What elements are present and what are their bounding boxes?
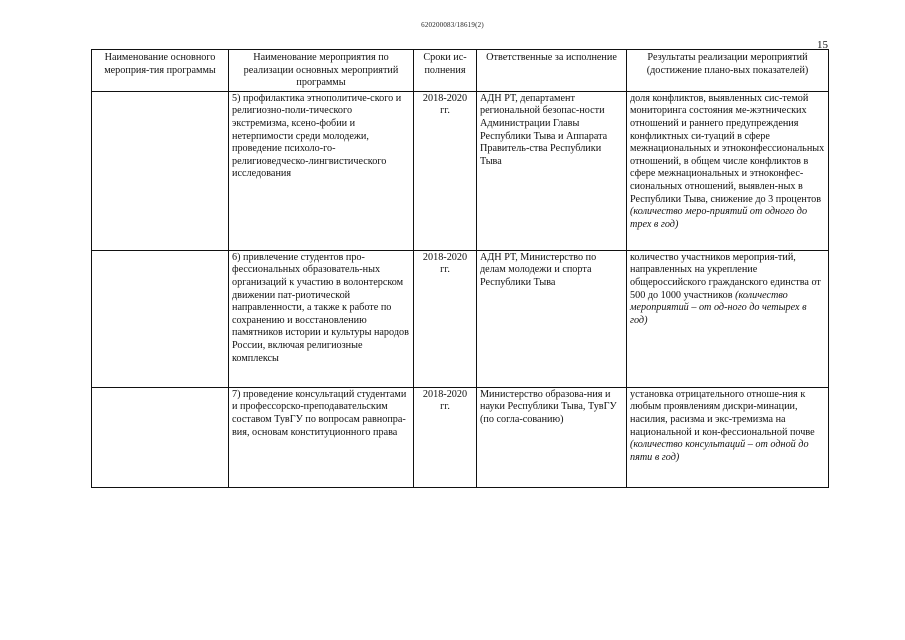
cell-action: 5) профилактика этнополитиче-ского и религиозно-поли-тического экстремизма, ксено-фобии и нетерпимости среди молодежи, проведение психоло-го-религиоведческо-лингвистического исследования <box>229 91 414 250</box>
result-note: (количество меро-приятий от одного до трех в год) <box>630 206 808 230</box>
result-note: (количество консультаций – от одной до пяти в год) <box>630 439 809 463</box>
cell-deadline: 2018-2020 гг. <box>414 91 477 250</box>
table-row <box>92 250 829 387</box>
cell-deadline: 2018-2020 гг. <box>414 387 477 487</box>
result-note: (количество мероприятий – от од-ного до четырех в год) <box>630 289 807 326</box>
cell-result <box>627 91 829 250</box>
column-header-main-event: Наименование основного мероприя-тия программы <box>92 50 229 92</box>
column-header-responsible: Ответственные за исполнение <box>477 50 627 92</box>
cell-main-event <box>92 387 229 487</box>
table-row <box>92 387 829 487</box>
table-body <box>92 91 829 487</box>
cell-responsible: Министерство образова-ния и науки Республики Тыва, ТувГУ (по согла-сованию) <box>477 387 627 487</box>
result-text: количество участников мероприя-тий, направленных на укрепление общероссийского гражданского единства от 500 до 1000 участников <box>630 251 821 301</box>
column-header-result: Результаты реализации мероприятий (достижение плано-вых показателей) <box>627 50 829 92</box>
column-header-deadline: Сроки ис-полнения <box>414 50 477 92</box>
table-header <box>92 50 829 92</box>
cell-main-event <box>92 91 229 250</box>
cell-action: 7) проведение консультаций студентами и профессорско-преподавательским составом ТувГУ по вопросам равнопра-вия, основам конституционного права <box>229 387 414 487</box>
cell-responsible: АДН РТ, Министерство по делам молодежи и спорта Республики Тыва <box>477 250 627 387</box>
cell-action: 6) привлечение студентов про-фессиональных образователь-ных организаций к участию в волонтерском движении пат-риотической направленности, а также к работе по сохранению и восстановлению памятников истории и культуры народов России, включая религиозные комплексы <box>229 250 414 387</box>
document-id: 620200083/18619(2) <box>421 21 484 29</box>
program-events-table <box>91 49 829 488</box>
page-number: 15 <box>817 39 828 51</box>
result-text: установка отрицательного отноше-ния к любым проявлениям дискри-минации, насилия, расизма и экс-тремизма на национальной и кон-фессиональной почве <box>630 388 815 438</box>
cell-responsible: АДН РТ, департамент региональной безопас-ности Администрации Главы Республики Тыва и Аппарата Правитель-ства Республики Тыва <box>477 91 627 250</box>
cell-result <box>627 387 829 487</box>
result-text: доля конфликтов, выявленных сис-темой мониторинга состояния ме-жэтнических отношений и раннего предупреждения конфликтных си-туаций в сфере межнациональных и этноконфессиональных отношений, в общем числе конфликтов в сфере межнациональных и этноконфес-сиональных отношений, выявлен-ных в Республики Тыва, снижение до 3 процентов <box>630 92 825 205</box>
column-header-action: Наименование мероприятия по реализации основных мероприятий программы <box>229 50 414 92</box>
cell-main-event <box>92 250 229 387</box>
header-row <box>92 50 829 92</box>
cell-result <box>627 250 829 387</box>
table-row <box>92 91 829 250</box>
cell-deadline: 2018-2020 гг. <box>414 250 477 387</box>
